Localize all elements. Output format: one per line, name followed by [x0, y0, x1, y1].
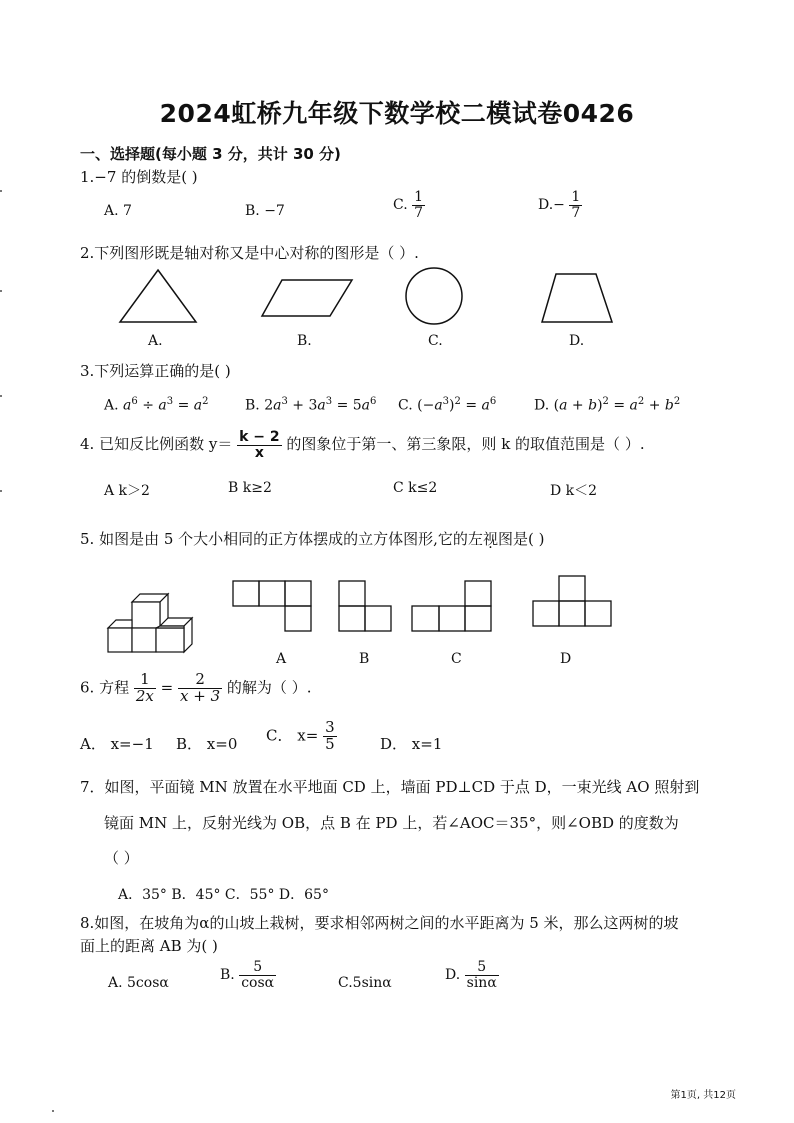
q5-label-d: D [560, 651, 572, 667]
view-option-d-figure [532, 575, 612, 629]
circle-figure [404, 268, 466, 326]
q4-stem: 4. 已知反比例函数 y＝ $\frac{k - 2}{x}$ 的图象位于第一、第三象限，则 k 的取值范围是（ ）. [80, 429, 645, 461]
q7-line-2: 镜面 MN 上，反射光线为 OB，点 B 在 PD 上，若∠AOC＝35°，则∠OBD 的度数为 [104, 814, 679, 832]
q5-label-b: B [359, 651, 370, 667]
q1-option-c: C. $\frac{1}{7}$ [393, 189, 424, 221]
q6-option-c: C． x= $\frac{3}{5}$ [266, 718, 335, 753]
q2-label-c: C. [428, 333, 443, 349]
q2-stem: 2.下列图形既是轴对称又是中心对称的图形是（ ）. [80, 244, 419, 262]
q6-option-b: B． x=0 [176, 735, 238, 753]
q5-label-a: A [276, 651, 287, 667]
q1-stem: 1.−7 的倒数是( ) [80, 168, 198, 186]
q1-option-b: B. −7 [245, 203, 285, 219]
q8-option-b: B. $\frac{5}{\cos\alpha}$ [220, 959, 275, 991]
page-title: 2024虹桥九年级下数学校二模试卷0426 [159, 99, 635, 128]
q4-option-b: B k≥2 [228, 480, 272, 496]
q8-option-a: A. 5cosα [108, 975, 169, 991]
scan-mark [0, 190, 2, 192]
q5-stem: 5. 如图是由 5 个大小相同的正方体摆成的立方体图形,它的左视图是( ) [80, 530, 545, 548]
q8-option-d: D. $\frac{5}{\sin\alpha}$ [445, 959, 497, 991]
trapezoid-figure [540, 272, 616, 326]
cube-stack-figure [104, 592, 199, 660]
q3-option-c: C. $(-a^3)^2 = a^6$ [398, 396, 497, 414]
scan-mark [0, 490, 2, 492]
q3-option-a: A. $a^6 \div a^3 = a^2$ [104, 396, 209, 414]
q8-line-2: 面上的距离 AB 为( ) [80, 937, 218, 955]
view-option-a-figure [232, 580, 312, 634]
scan-mark [0, 290, 2, 292]
q7-options: A．35° B．45° C．55° D．65° [118, 887, 329, 903]
q7-line-1: 7．如图，平面镜 MN 放置在水平地面 CD 上，墙面 PD⊥CD 于点 D，一束光线 AO 照射到 [80, 778, 700, 796]
q7-line-3: （ ） [104, 849, 139, 867]
page-footer: 第1页, 共12页 [670, 1090, 736, 1101]
q5-label-c: C [451, 651, 462, 667]
q2-label-d: D. [569, 333, 585, 349]
q2-label-a: A. [148, 333, 163, 349]
parallelogram-figure [260, 278, 355, 320]
q4-option-c: C k≤2 [393, 480, 438, 496]
q6-option-a: A． x=−1 [80, 735, 154, 753]
q3-stem: 3.下列运算正确的是( ) [80, 362, 231, 380]
q3-option-b: B. $2a^3 + 3a^3 = 5a^6$ [245, 396, 377, 414]
q8-line-1: 8.如图，在坡角为α的山坡上栽树，要求相邻两树之间的水平距离为 5 米，那么这两树的坡 [80, 914, 679, 932]
q4-option-a: A k＞2 [104, 483, 150, 499]
section-heading: 一、选择题(每小题 3 分，共计 30 分) [80, 145, 341, 163]
view-option-b-figure [338, 580, 393, 634]
q1-option-a: A. 7 [104, 203, 132, 219]
q2-label-b: B. [297, 333, 312, 349]
q6-stem: 6. 方程 $\frac{1}{2x}$ = $\frac{2}{x + 3}$ 的解为（ ）. [80, 670, 312, 705]
q1-option-d: D.− $\frac{1}{7}$ [538, 189, 581, 221]
triangle-figure [118, 268, 198, 326]
q8-option-c: C.5sinα [338, 975, 392, 991]
scan-mark [0, 395, 2, 397]
view-option-c-figure [411, 580, 493, 634]
q4-option-d: D k＜2 [550, 483, 598, 499]
scan-mark [52, 1110, 54, 1112]
q6-option-d: D． x=1 [380, 735, 443, 753]
q3-option-d: D. $(a + b)^2 = a^2 + b^2$ [534, 396, 681, 414]
